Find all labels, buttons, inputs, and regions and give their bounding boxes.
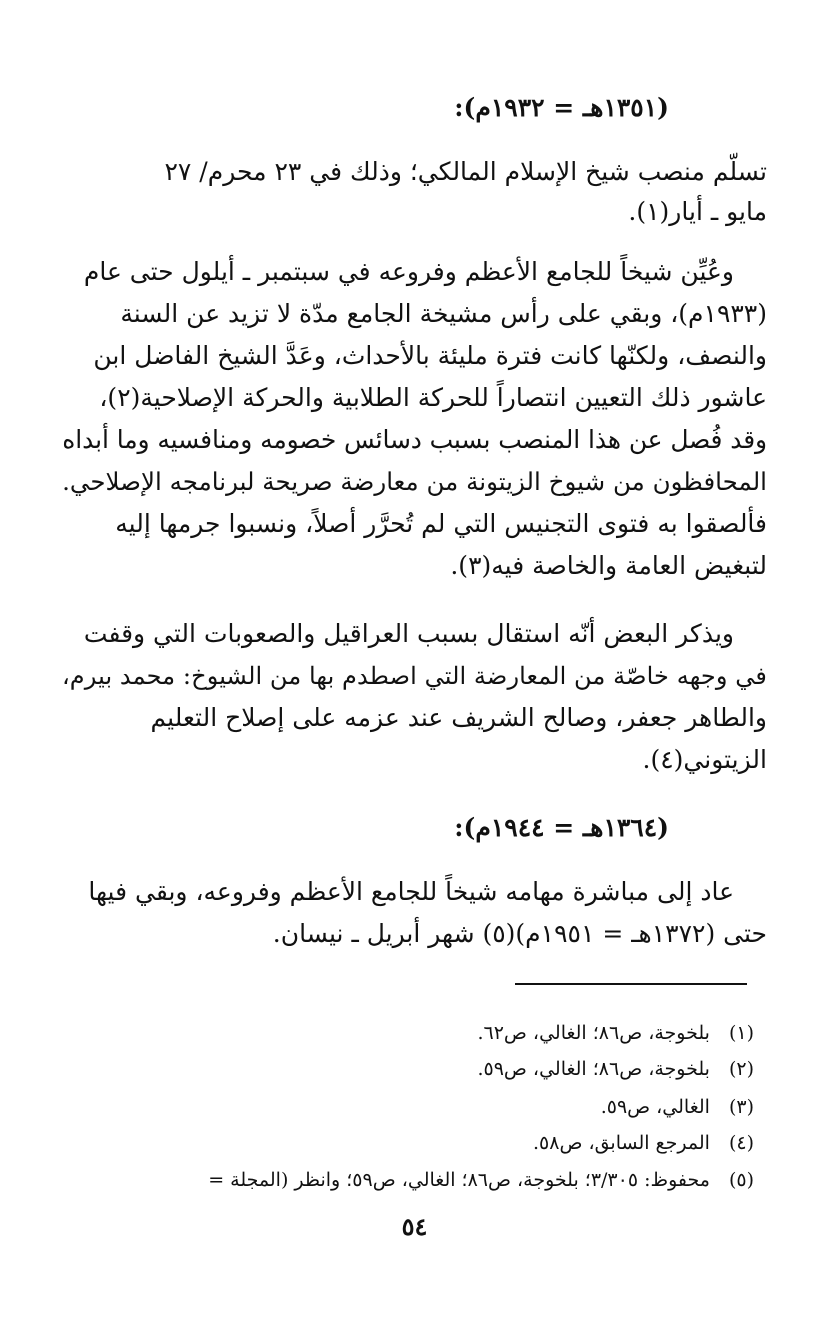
paragraph-2-line-2: (١٩٣٣م)، وبقي على رأس مشيخة الجامع مدّة لا تزيد عن السنة: [120, 299, 767, 328]
paragraph-3-line-4: الزيتوني(٤).: [642, 745, 767, 774]
paragraph-3-line-3: والطاهر جعفر، وصالح الشريف عند عزمه على إصلاح التعليم: [150, 703, 767, 732]
paragraph-2-line-4: عاشور ذلك التعيين انتصاراً للحركة الطلابية والحركة الإصلاحية(٢)،: [99, 383, 767, 412]
paragraph-3-line-2: في وجهه خاصّة من المعارضة التي اصطدم بها من الشيوخ: محمد بيرم،: [61, 662, 767, 690]
section-heading-1364: (١٣٦٤هـ = ١٩٤٤م):: [454, 813, 669, 842]
footnote-4-text: المرجع السابق، ص٥٨.: [532, 1132, 710, 1154]
paragraph-2-line-6: المحافظون من شيوخ الزيتونة من معارضة صريحة لبرنامجه الإصلاحي.: [62, 467, 767, 496]
paragraph-2-line-5: وقد فُصل عن هذا المنصب بسبب دسائس خصومه ومنافسيه وما أبداه: [62, 425, 767, 454]
paragraph-4-line-2: حتى (١٣٧٢هـ = ١٩٥١م)(٥) شهر أبريل ـ نيسان.: [272, 919, 767, 948]
paragraph-2-line-7: فألصقوا به فتوى التجنيس التي لم تُحرَّر أصلاً، ونسبوا جرمها إليه: [115, 509, 767, 538]
section-heading-1351: (١٣٥١هـ = ١٩٣٢م):: [454, 93, 669, 122]
footnote-1-number: (١): [728, 1022, 754, 1044]
footnote-5: [208, 1165, 754, 1195]
footnote-3-number: (٣): [728, 1096, 754, 1118]
footnote-4-number: (٤): [728, 1132, 754, 1154]
footnote-1: [477, 1018, 754, 1048]
footnote-3-text: الغالي، ص٥٩.: [600, 1096, 710, 1118]
paragraph-1-line-1: تسلّم منصب شيخ الإسلام المالكي؛ وذلك في ٢٣ محرم/ ٢٧: [164, 157, 767, 186]
footnote-4: [533, 1128, 754, 1158]
footnote-5-number: (٥): [728, 1169, 754, 1191]
paragraph-2-line-8: لتبغيض العامة والخاصة فيه(٣).: [450, 551, 767, 580]
paragraph-1-line-2: مايو ـ أيار(١).: [628, 197, 767, 226]
footnote-2-text: بلخوجة، ص٨٦؛ الغالي، ص٥٩.: [477, 1058, 710, 1080]
page-number: ٥٤: [401, 1212, 428, 1241]
footnote-5-text: محفوظ: ٣/٣٠٥؛ بلخوجة، ص٨٦؛ الغالي، ص٥٩؛ وانظر (المجلة =: [208, 1169, 710, 1191]
paragraph-3-line-1: ويذكر البعض أنّه استقال بسبب العراقيل والصعوبات التي وقفت: [83, 619, 734, 648]
footnote-1-text: بلخوجة، ص٨٦؛ الغالي، ص٦٢.: [477, 1022, 710, 1044]
footnote-2: [477, 1054, 754, 1084]
paragraph-2-line-3: والنصف، ولكنّها كانت فترة مليئة بالأحداث، وعَدَّ الشيخ الفاضل ابن: [93, 341, 767, 370]
paragraph-2-line-1: وعُيِّن شيخاً للجامع الأعظم وفروعه في سبتمبر ـ أيلول حتى عام: [83, 257, 734, 286]
footnote-2-number: (٢): [728, 1058, 754, 1080]
footnote-separator: [515, 983, 747, 985]
footnote-3: [601, 1092, 754, 1122]
paragraph-4-line-1: عاد إلى مباشرة مهامه شيخاً للجامع الأعظم وفروعه، وبقي فيها: [88, 877, 734, 906]
